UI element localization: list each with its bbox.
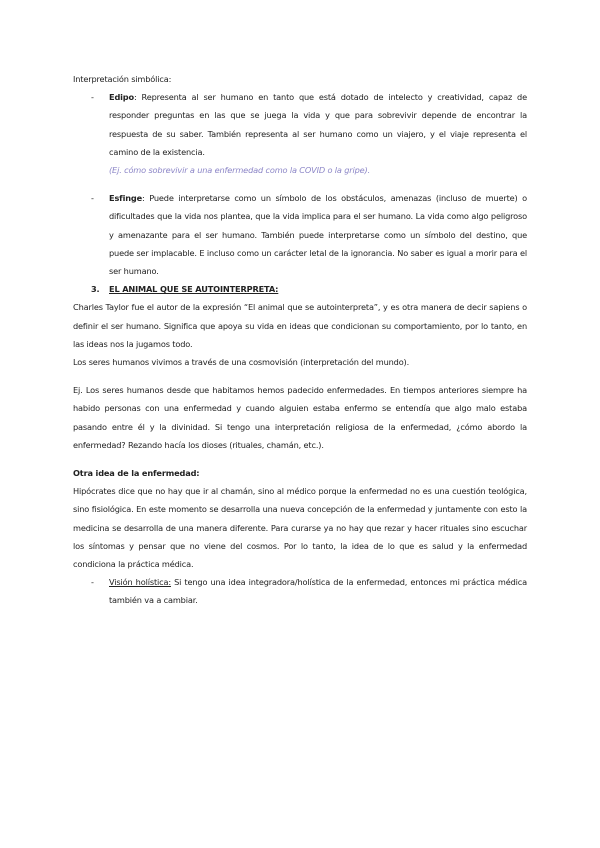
section-title-text: EL ANIMAL QUE SE AUTOINTERPRETA: — [109, 284, 279, 295]
example-note: (Ej. cómo sobrevivir a una enfermedad como la COVID o la gripe). — [109, 165, 371, 176]
symbolic-list — [73, 88, 527, 280]
text-holistic: Si tengo una idea integradora/holística de la enfermedad, entonces mi práctica médica también va a cambiar. — [109, 577, 528, 606]
paragraph-cosmovision: Los seres humanos vivimos a través de una cosmovisión (interpretación del mundo). — [73, 357, 410, 368]
list-item-edipo — [73, 88, 527, 179]
term-holistic: Visión holística: — [109, 577, 171, 588]
paragraph-example: Ej. Los seres humanos desde que habitamos hemos padecido enfermedades. En tiempos anteriores siempre ha habido personas con una enfermedad y cuando alguien estaba enfermo se entendía que algo malo estaba pasando entre él y la divinidad. Si tengo una interpretación religiosa de la enfermedad, ¿cómo abordo la enfermedad? Rezando hacía los dioses (rituales, chamán, etc.). — [73, 385, 527, 450]
bullet-dash: - — [91, 193, 94, 204]
term-esfinge: Esfinge — [109, 193, 143, 204]
term-edipo: Edipo — [109, 92, 134, 103]
section-3-title — [73, 280, 527, 298]
text-edipo: : Representa al ser humano en tanto que está dotado de intelecto y creatividad, capaz de responder preguntas en las que se juega la vida y que para sobrevivir depende de encontrar la respuesta de su saber. También representa al ser humano como un viajero, y el viaje representa el camino de la existencia. — [109, 92, 527, 157]
bullet-dash: - — [91, 92, 94, 103]
document-body — [73, 70, 527, 610]
spacer — [73, 179, 527, 189]
spacer — [73, 371, 527, 381]
text-esfinge: : Puede interpretarse como un símbolo de los obstáculos, amenazas (incluso de muerte) o dificultades que la vida nos plantea, que la vida implica para el ser humano. La vida como algo peligroso y amenazante para el ser humano. También puede interpretarse como un símbolo del destino, que puede ser implacable. E incluso como un carácter letal de la ignorancia. No saber es igual a morir para el ser humano. — [109, 193, 527, 277]
paragraph-hipocrates: Hipócrates dice que no hay que ir al chamán, sino al médico porque la enfermedad no es una cuestión teológica, sino fisiológica. En este momento se desarrolla una nueva concepción de la enfermedad y juntamente con esto la medicina se desarrolla de una manera diferente. Para curarse ya no hay que rezar y hacer rituales sino escuchar los síntomas y pensar que no viene del cosmos. Por lo tanto, la idea de lo que es salud y la enfermedad condiciona la práctica médica. — [73, 486, 527, 570]
list-item-holistic — [73, 573, 527, 609]
section-number: 3. — [91, 284, 100, 295]
list-item-esfinge — [73, 189, 527, 280]
paragraph-taylor: Charles Taylor fue el autor de la expresión “El animal que se autointerpreta”, y es otra manera de decir sapiens o definir el ser humano. Significa que apoya su vida en ideas que condicionan su comportamiento, por lo tanto, en las ideas nos la jugamos todo. — [73, 302, 527, 349]
bullet-dash: - — [91, 577, 94, 588]
spacer — [73, 454, 527, 464]
symbolic-heading: Interpretación simbólica: — [73, 74, 172, 84]
illness-heading: Otra idea de la enfermedad: — [73, 468, 200, 479]
holistic-list — [73, 573, 527, 609]
